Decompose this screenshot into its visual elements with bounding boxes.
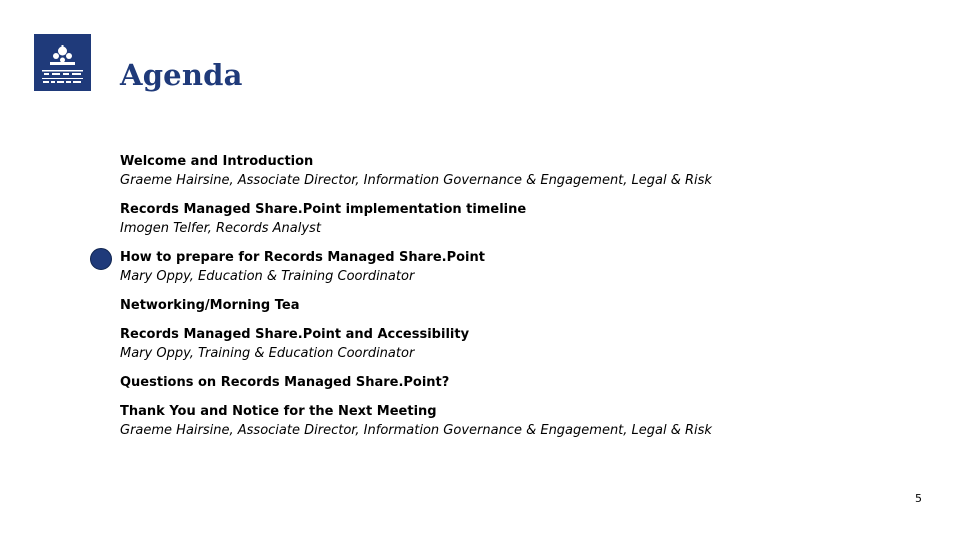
agenda-item-title: Records Managed Share.Point and Accessibility [120,327,470,342]
agenda-item-title: Questions on Records Managed Share.Point? [120,375,450,390]
agenda-item-presenter: Imogen Telfer, Records Analyst [120,221,321,236]
slide-title: Agenda [120,58,243,92]
agenda-item-title: Networking/Morning Tea [120,298,300,313]
agenda-item-presenter: Mary Oppy, Education & Training Coordinator [120,269,415,284]
agenda-item-title: How to prepare for Records Managed Share.Point [120,250,485,265]
circle-bullet-icon [90,248,112,270]
agenda-item-title: Records Managed Share.Point implementation timeline [120,202,527,217]
agenda-item [120,200,920,238]
agenda-item [120,152,920,190]
agenda-item [120,296,920,315]
agenda-item-presenter: Graeme Hairsine, Associate Director, Information Governance & Engagement, Legal & Risk [120,423,712,438]
agenda-item [120,402,920,440]
agenda-item [120,248,920,286]
agenda-item-title: Welcome and Introduction [120,154,314,169]
agenda-list [120,152,920,440]
agenda-item-presenter: Graeme Hairsine, Associate Director, Information Governance & Engagement, Legal & Risk [120,173,712,188]
university-crest-icon [34,34,91,91]
agenda-item-title: Thank You and Notice for the Next Meeting [120,404,437,419]
agenda-item-presenter: Mary Oppy, Training & Education Coordinator [120,346,415,361]
agenda-item [120,325,920,363]
page-number: 5 [915,492,922,505]
agenda-item [120,373,920,392]
